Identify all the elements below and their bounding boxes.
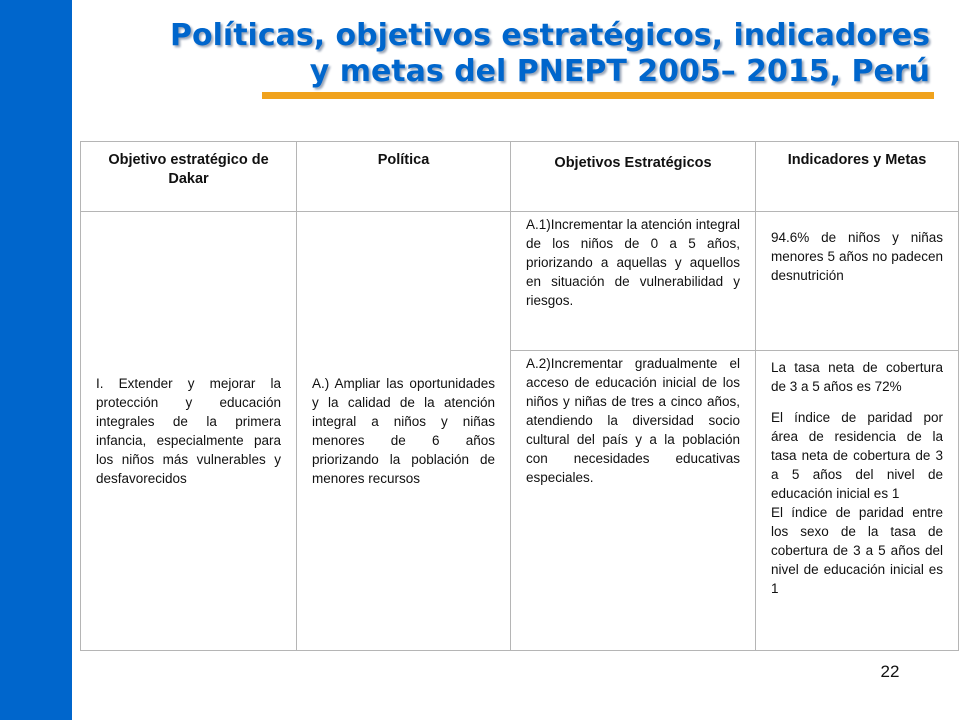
slide-title-line-1: Políticas, objetivos estratégicos, indicadores	[170, 18, 930, 53]
left-accent-bar	[0, 0, 72, 720]
indicator-item: El índice de paridad entre los sexo de la tasa de cobertura de 3 a 5 años del nivel de educación inicial es 1	[771, 505, 943, 596]
indicator-item: La tasa neta de cobertura de 3 a 5 años es 72%	[771, 360, 943, 394]
title-underline	[262, 92, 934, 99]
page-number: 22	[880, 662, 900, 681]
strategic-objective-a2: A.2)Incrementar gradualmente el acceso de educación inicial de los niños y niñas de tres a cinco años, atendiendo la diversidad socio cultural del país y a la población con necesidades educativas especiales.	[511, 351, 756, 651]
slide-title-line-2: y metas del PNEPT 2005– 2015, Perú	[309, 54, 930, 89]
indicator-item: El índice de paridad por área de residencia de la tasa neta de cobertura de 3 a 5 años del nivel de educación inicial es 1	[771, 410, 943, 501]
header-dakar-objective: Objetivo estratégico de Dakar	[81, 142, 297, 212]
dakar-objective-cell: I. Extender y mejorar la protección y educación integrales de la primera infancia, especialmente para los niños más vulnerables y desfavorecidos	[81, 212, 297, 651]
policy-table	[80, 141, 959, 651]
table-row	[81, 212, 959, 351]
header-indicators-goals: Indicadores y Metas	[756, 142, 959, 212]
indicator-cell-a2	[756, 351, 959, 651]
slide-title	[150, 18, 930, 90]
policy-cell: A.) Ampliar las oportunidades y la calidad de la atención integral a niños y niñas menores de 6 años priorizando la población de menores recursos	[297, 212, 511, 651]
indicator-item: 94.6% de niños y niñas menores 5 años no padecen desnutrición	[771, 230, 943, 283]
header-policy: Política	[297, 142, 511, 212]
strategic-objective-a1: A.1)Incrementar la atención integral de los niños de 0 a 5 años, priorizando a aquellas y aquellos en situación de vulnerabilidad y riesgos.	[511, 212, 756, 351]
indicator-cell-a1	[756, 212, 959, 351]
header-strategic-objectives: Objetivos Estratégicos	[511, 142, 756, 212]
table-header-row	[81, 142, 959, 212]
